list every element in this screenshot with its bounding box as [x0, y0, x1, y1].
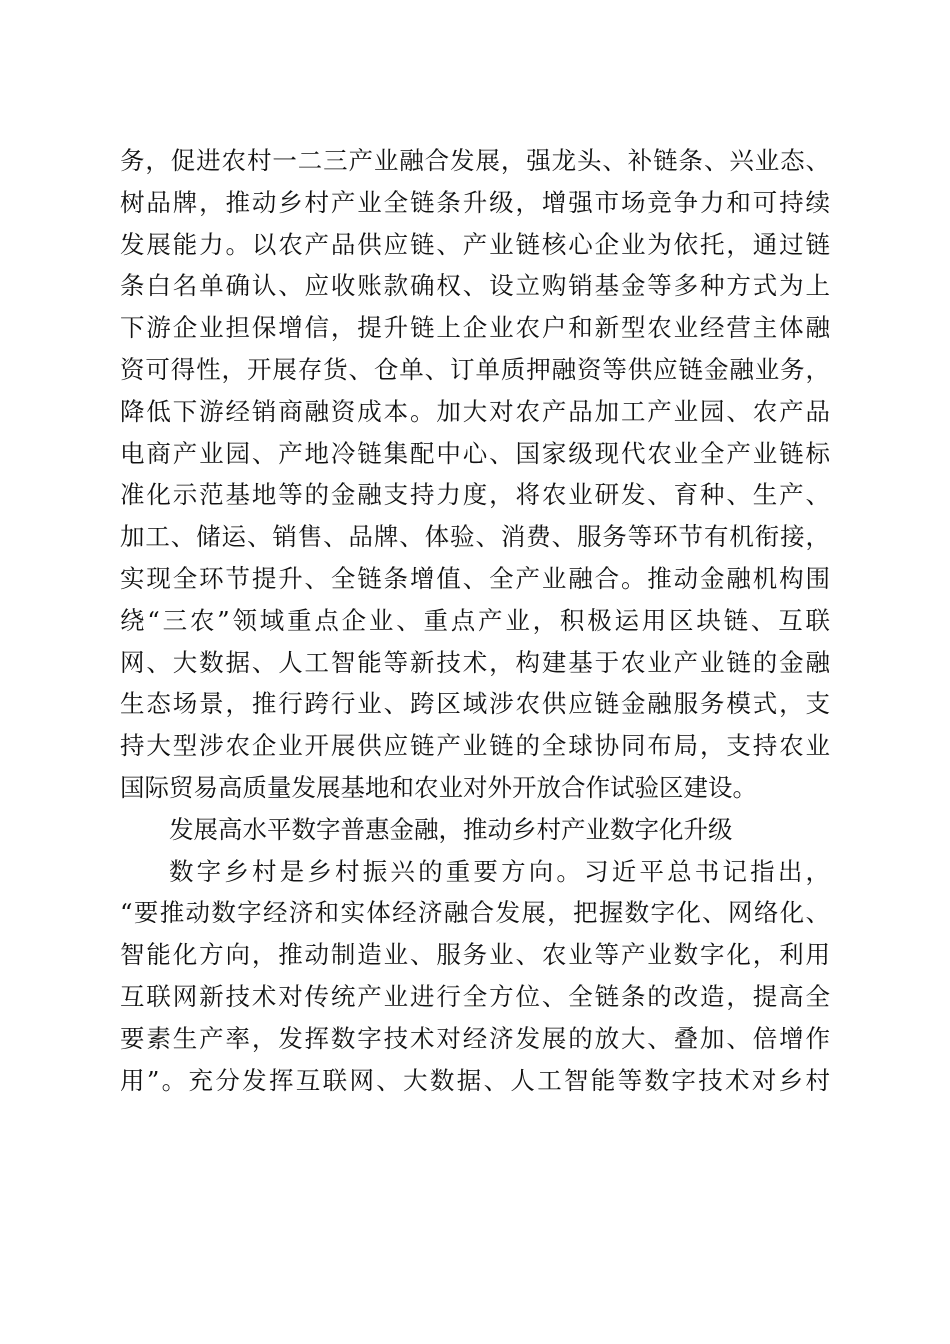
section-heading: 发展高水平数字普惠金融，推动乡村产业数字化升级: [169, 814, 733, 844]
text-line: 互联网新技术对传统产业进行全方位、全链条的改造，提高全: [120, 981, 830, 1011]
text-line: 持大型涉农企业开展供应链产业链的全球协同布局，支持农业: [120, 731, 830, 761]
text-line: 生态场景，推行跨行业、跨区域涉农供应链金融服务模式，支: [120, 689, 830, 719]
text-line: 发展能力。以农产品供应链、产业链核心企业为依托，通过链: [120, 229, 830, 259]
text-line: 国际贸易高质量发展基地和农业对外开放合作试验区建设。: [120, 772, 757, 802]
body-text: [120, 140, 830, 1101]
text-line: 准化示范基地等的金融支持力度，将农业研发、育种、生产、: [120, 480, 830, 510]
text-line: 实现全环节提升、全链条增值、全产业融合。推动金融机构围: [120, 563, 830, 593]
text-line: 树品牌，推动乡村产业全链条升级，增强市场竞争力和可持续: [120, 187, 830, 217]
text-line: 用”。充分发挥互联网、大数据、人工智能等数字技术对乡村: [120, 1065, 830, 1095]
text-line: 要素生产率，发挥数字技术对经济发展的放大、叠加、倍增作: [120, 1023, 830, 1053]
text-line: 降低下游经销商融资成本。加大对农产品加工产业园、农产品: [120, 396, 830, 426]
text-line: “要推动数字经济和实体经济融合发展，把握数字化、网络化、: [120, 898, 830, 928]
text-line: 智能化方向，推动制造业、服务业、农业等产业数字化，利用: [120, 940, 830, 970]
text-line: 电商产业园、产地冷链集配中心、国家级现代农业全产业链标: [120, 438, 830, 468]
text-line: 加工、储运、销售、品牌、体验、消费、服务等环节有机衔接，: [120, 522, 830, 552]
text-line: 下游企业担保增信，提升链上企业农户和新型农业经营主体融: [120, 313, 830, 343]
paragraph-digital-finance: [120, 851, 830, 1102]
text-line: 资可得性，开展存货、仓单、订单质押融资等供应链金融业务，: [120, 354, 830, 384]
text-line: 绕“三农”领域重点企业、重点产业，积极运用区块链、互联: [120, 605, 830, 635]
text-line: 网、大数据、人工智能等新技术，构建基于农业产业链的金融: [120, 647, 830, 677]
text-line: 务，促进农村一二三产业融合发展，强龙头、补链条、兴业态、: [120, 146, 830, 175]
text-line: 数字乡村是乡村振兴的重要方向。习近平总书记指出，: [169, 856, 830, 886]
paragraph-supply-chain-finance: [120, 140, 830, 809]
text-line: 条白名单确认、应收账款确权、设立购销基金等多种方式为上: [120, 271, 830, 301]
